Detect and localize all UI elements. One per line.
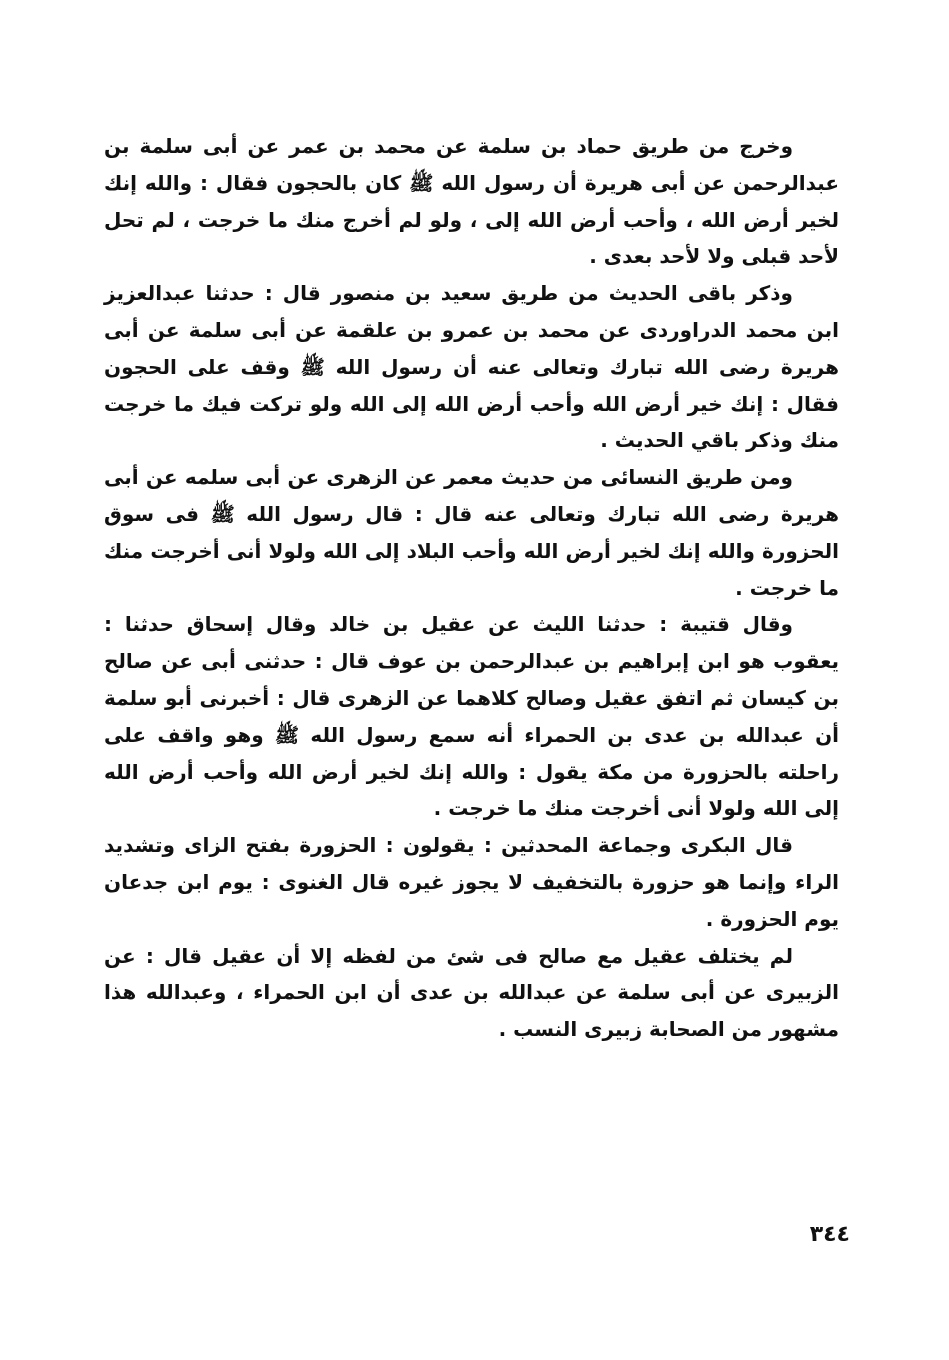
paragraph-3: ومن طريق النسائى من حديث معمر عن الزهرى عن أبى سلمه عن أبى هريرة رضى الله تبارك وتعالى عنه قال : قال رسول الله ﷺ فى سوق الحزورة والله إنك لخير أرض الله وأحب البلاد إلى الله ولولا أنى أخرجت منك ما خرجت .: [104, 465, 839, 600]
paragraph-2: وذكر باقى الحديث من طريق سعيد بن منصور قال : حدثنا عبدالعزيز ابن محمد الدراوردى عن محمد بن عمرو بن علقمة عن أبى سلمة عن أبى هريرة رضى الله تبارك وتعالى عنه أن رسول الله ﷺ وقف على الحجون فقال : إنك خير أرض الله وأحب أرض الله إلى الله ولو تركت فيك ما خرجت منك وذكر باقي الحديث .: [104, 281, 839, 453]
paragraph-1: وخرج من طريق حماد بن سلمة عن محمد بن عمر عن أبى سلمة بن عبدالرحمن عن أبى هريرة أن رسول الله ﷺ كان بالحجون فقال : والله إنك لخير أرض الله ، وأحب أرض الله إلى ، ولو لم أخرج منك ما خرجت ، لم تحل لأحد قبلى ولا لأحد بعدى .: [104, 134, 839, 269]
page-body-text: [104, 128, 839, 1048]
page-number: ٣٤٤: [809, 1222, 850, 1247]
paragraph-4: وقال قتيبة : حدثنا الليث عن عقيل بن خالد وقال إسحاق حدثنا : يعقوب هو ابن إبراهيم بن عبدالرحمن بن عوف قال : حدثنى أبى عن صالح بن كيسان ثم اتفق عقيل وصالح كلاهما عن الزهرى قال : أخبرنى أبو سلمة أن عبدالله بن عدى بن الحمراء أنه سمع رسول الله ﷺ وهو واقف على راحلته بالحزورة من مكة يقول : والله إنك لخير أرض الله وأحب أرض الله إلى الله ولولا أنى أخرجت منك ما خرجت .: [104, 612, 839, 821]
paragraph-6: لم يختلف عقيل مع صالح فى شئ من لفظه إلا أن عقيل قال : عن الزبيرى عن أبى سلمة عن عبدالله بن عدى أن ابن الحمراء ، وعبدالله هذا مشهور من الصحابة زبيرى النسب .: [104, 943, 839, 1042]
paragraph-5: قال البكرى وجماعة المحدثين : يقولون : الحزورة بفتح الزاى وتشديد الراء وإنما هو حزورة بالتخفيف لا يجوز غيره قال الغنوى : يوم ابن جدعان يوم الحزورة .: [104, 833, 839, 931]
